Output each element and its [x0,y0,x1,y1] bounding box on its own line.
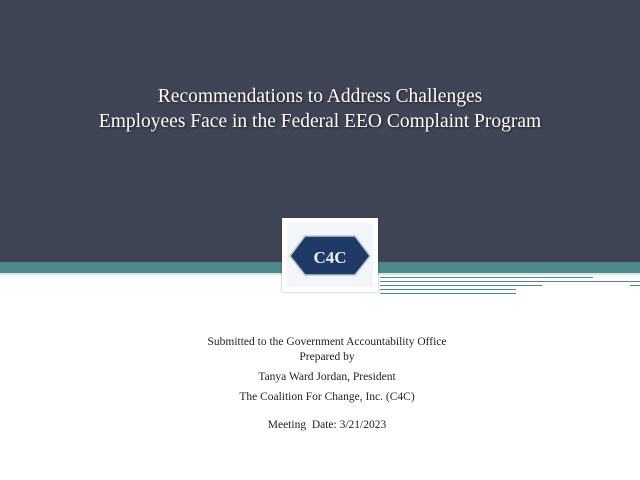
c4c-logo [282,218,378,292]
organization-name: The Coalition For Change, Inc. (C4C) [239,391,415,403]
slide-title [0,84,640,134]
divider-line-5 [380,293,516,294]
divider-line-2 [380,281,640,282]
logo-text: C4C [313,248,347,267]
divider-line-1 [380,277,593,278]
submitted-to-line: Submitted to the Government Accountability Office [207,336,447,348]
divider-line-3 [380,285,542,286]
slide-title-line-1: Recommendations to Address Challenges [157,86,483,107]
submission-details [0,335,640,433]
divider-line-4 [380,289,516,290]
prepared-by-line: Prepared by [299,351,355,363]
slide-title-line-2: Employees Face in the Federal EEO Complaint Program [98,111,542,132]
presenter-name: Tanya Ward Jordan, President [258,371,396,383]
hexagon-logo-icon [282,218,378,292]
meeting-date: Meeting Date: 3/21/2023 [267,419,387,431]
divider-line-6 [630,285,640,286]
